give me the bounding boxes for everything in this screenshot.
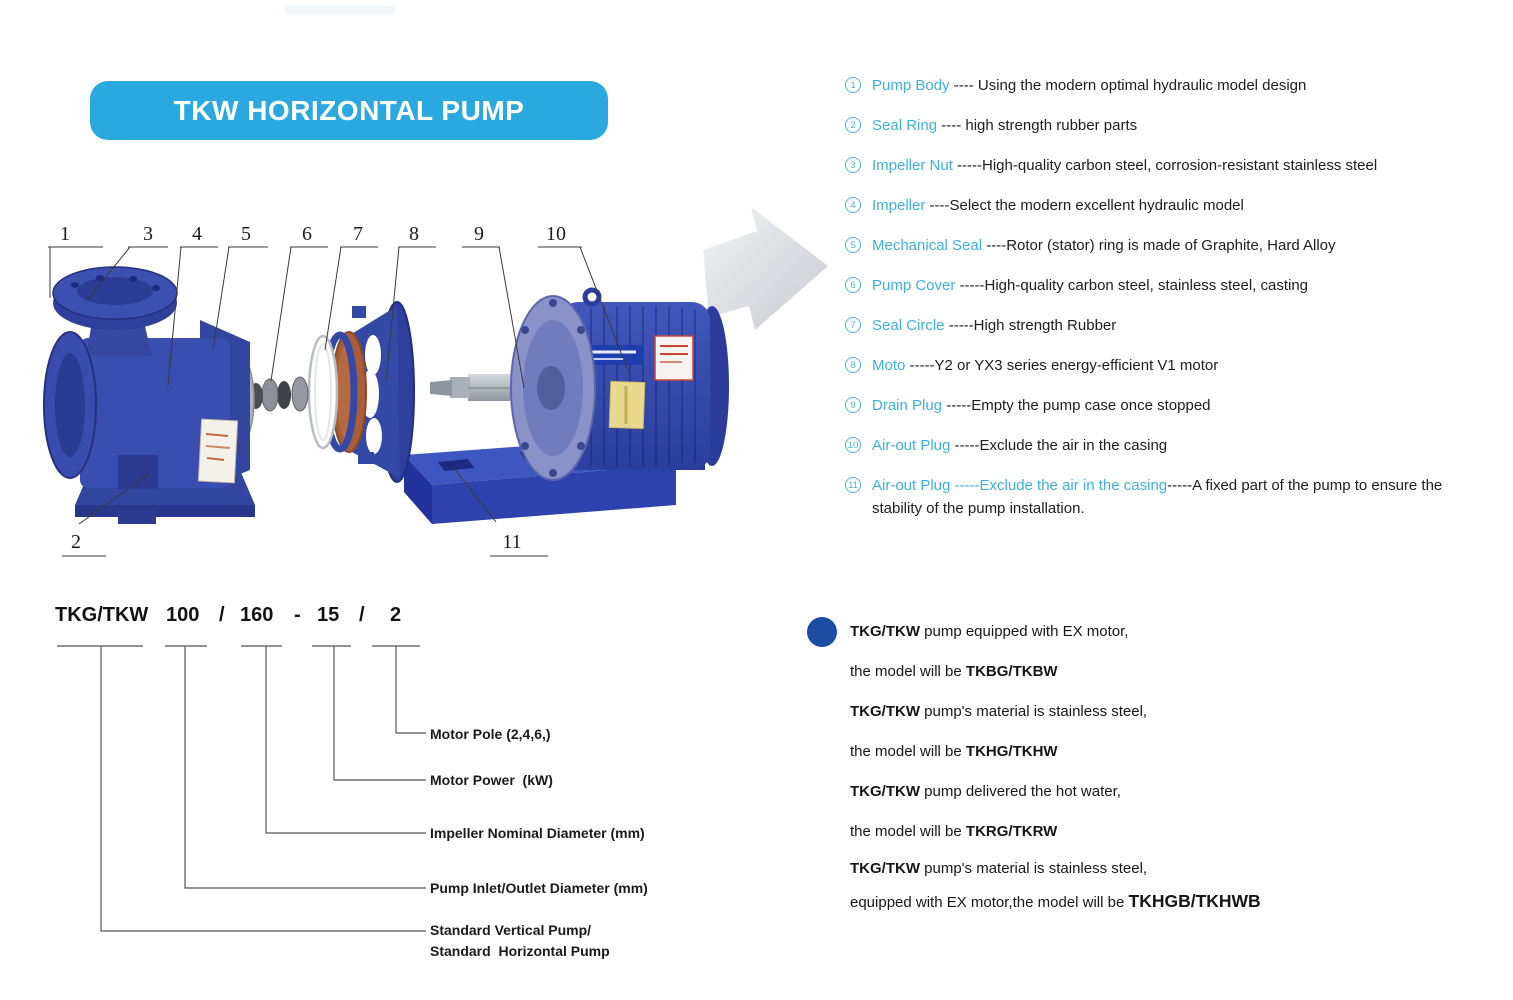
part-callout-10: 10 [546,223,566,245]
note-line [850,852,1490,885]
seal-circle-gasket [309,336,337,448]
parts-list-item [845,114,1485,137]
note-text: TKHGB/TKHWB [1128,891,1261,911]
pump-cover [326,302,414,482]
circled-number-icon: 6 [845,277,861,293]
model-variant-notes [850,612,1490,919]
parts-list-item [845,474,1485,520]
part-desc-blue: -----Exclude the air in the casing [950,477,1168,494]
part-callout-5: 5 [241,223,251,245]
circled-number-icon: 4 [845,197,861,213]
parts-list-item [845,234,1485,257]
circled-number-icon: 11 [845,477,861,493]
model-label-impeller-dia: Impeller Nominal Diameter (mm) [430,825,645,841]
parts-list-item [845,274,1485,297]
part-callout-3: 3 [143,223,153,245]
part-callout-6: 6 [302,223,312,245]
note-text: the model will be [850,823,966,840]
note-text: TKRG/TKRW [965,823,1058,840]
parts-list-item [845,354,1485,377]
model-seg-power: 15 [317,604,340,626]
note-text: TKHG/TKHW [965,743,1058,760]
note-text: TKG/TKW [850,623,920,640]
part-name: Air-out Plug [872,477,951,494]
parts-list-item [845,434,1485,457]
parts-list-item [845,74,1485,97]
model-label-motor-pole: Motor Pole (2,4,6,) [430,726,551,742]
note-text: TKG/TKW [850,783,920,800]
page-title: TKW HORIZONTAL PUMP [173,94,525,126]
part-desc: -----High-quality carbon steel, stainless steel, casting [955,277,1309,294]
part-desc: -----Empty the pump case once stopped [942,397,1211,414]
note-text: pump delivered the hot water, [919,783,1121,800]
part-desc: -----A fixed part of the pump to ensure the stability of the pump installation. [872,477,1443,517]
part-callout-9: 9 [474,223,484,245]
part-desc: -----Exclude the air in the casing [950,437,1168,454]
model-label-standard-1: Standard Vertical Pump/ [430,922,592,938]
circled-number-icon: 7 [845,317,861,333]
note-text: pump equipped with EX motor, [919,623,1129,640]
circled-number-icon: 3 [845,157,861,173]
motor-red-sticker [655,336,693,380]
circled-number-icon: 2 [845,117,861,133]
note-line [850,692,1490,732]
note-text: TKBG/TKBW [965,663,1058,680]
model-seg-dash: - [294,604,301,626]
part-name: Mechanical Seal [872,237,983,254]
parts-list-item [845,194,1485,217]
part-name: Drain Plug [872,397,943,414]
note-line [850,812,1490,852]
part-callout-7: 7 [353,223,363,245]
model-seg-impeller: 160 [240,604,274,626]
model-label-inlet-dia: Pump Inlet/Outlet Diameter (mm) [430,880,648,896]
note-text: pump's material is stainless steel, [919,860,1148,877]
circled-number-icon: 10 [845,437,861,453]
note-text: equipped with EX motor,the model will be [850,894,1129,911]
drain-plug-area [118,455,158,489]
part-desc: -----High strength Rubber [944,317,1117,334]
parts-list [845,74,1485,537]
parts-list-item [845,314,1485,337]
part-desc: -----Y2 or YX3 series energy-efficient V1 motor [905,357,1219,374]
note-text: the model will be [850,663,966,680]
part-name: Pump Body [872,77,950,94]
circled-number-icon: 1 [845,77,861,93]
note-line [850,885,1490,919]
parts-list-item [845,394,1485,417]
part-name: Moto [872,357,906,374]
note-text: pump's material is stainless steel, [919,703,1148,720]
part-desc: ----Select the modern excellent hydraulic model [925,197,1244,214]
part-name: Pump Cover [872,277,956,294]
part-callout-8: 8 [409,223,419,245]
model-code-lines [57,646,426,931]
circled-number-icon: 8 [845,357,861,373]
note-line [850,732,1490,772]
model-seg-inlet: 100 [166,604,200,626]
model-seg-slash2: / [359,604,365,626]
lifting-eye [585,290,599,304]
part-name: Seal Ring [872,117,938,134]
model-label-motor-power: Motor Power (kW) [430,772,553,788]
model-seg-pole: 2 [390,604,402,626]
part-callout-4: 4 [192,223,202,245]
part-callout-1: 1 [60,223,70,245]
part-name: Seal Circle [872,317,945,334]
pump-body [44,267,255,524]
part-name: Impeller Nut [872,157,953,174]
note-line [850,772,1490,812]
part-desc: ----Rotor (stator) ring is made of Graphite, Hard Alloy [982,237,1336,254]
note-text: the model will be [850,743,966,760]
part-name: Impeller [872,197,926,214]
part-desc: ---- Using the modern optimal hydraulic model design [949,77,1307,94]
body-label [198,419,237,483]
model-seg-series: TKG/TKW [55,604,149,626]
part-desc: ---- high strength rubber parts [937,117,1138,134]
part-callout-2: 2 [71,531,81,553]
circled-number-icon: 9 [845,397,861,413]
model-label-standard-2: Standard Horizontal Pump [430,943,610,959]
note-text: TKG/TKW [850,860,920,877]
part-desc: -----High-quality carbon steel, corrosion-resistant stainless steel [952,157,1378,174]
arrow-right-watermark [703,207,828,330]
part-callout-11: 11 [502,531,522,553]
circled-number-icon: 5 [845,237,861,253]
part-name: Air-out Plug [872,437,951,454]
bullet-dot [807,617,837,647]
note-text: TKG/TKW [850,703,920,720]
parts-list-item [845,154,1485,177]
note-line [850,652,1490,692]
model-seg-slash1: / [219,604,225,626]
note-line [850,612,1490,652]
